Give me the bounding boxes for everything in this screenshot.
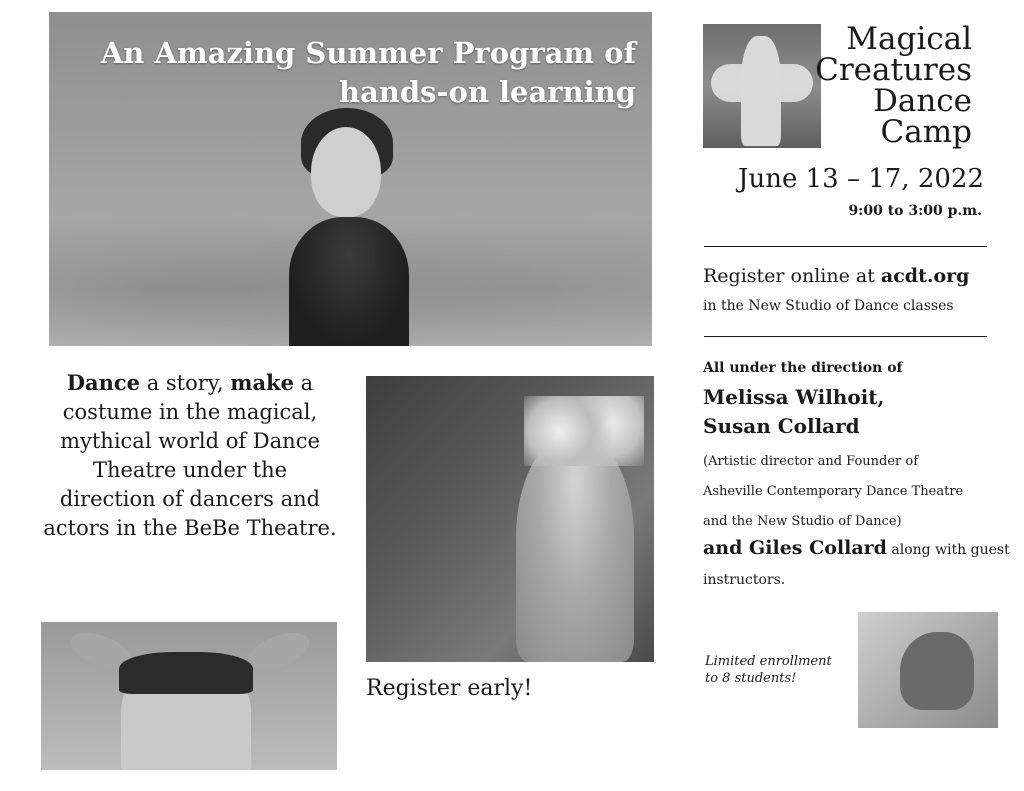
director-names bbox=[703, 383, 884, 441]
fawn-ear-right bbox=[244, 626, 314, 676]
giles-prefix: and bbox=[703, 537, 750, 559]
note-line: and the New Studio of Dance) bbox=[703, 514, 902, 529]
forest-costume-photo bbox=[366, 376, 654, 662]
note-line: (Artistic director and Founder of bbox=[703, 454, 919, 469]
hero-girl-face bbox=[311, 127, 381, 217]
hero-girl-dress bbox=[289, 217, 409, 346]
camp-title-line: Dance bbox=[872, 83, 972, 119]
fawn-costume-photo bbox=[41, 622, 337, 770]
dance-text-2: a costume in the magical, mythical world of Dance Theatre under the direction of dancers and actors in the BeBe Theatre. bbox=[43, 371, 337, 540]
camp-title-line: Magical bbox=[846, 21, 972, 57]
register-early: Register early! bbox=[366, 676, 533, 701]
giles-suffix: along with guest instructors. bbox=[703, 542, 1010, 588]
griffin-body bbox=[900, 632, 974, 710]
divider-rule bbox=[704, 246, 987, 247]
dance-word: Dance bbox=[66, 370, 141, 395]
giles-collard-line bbox=[703, 533, 1013, 595]
giles-name: Giles Collard bbox=[749, 537, 887, 559]
camp-title bbox=[760, 21, 972, 150]
note-line: Asheville Contemporary Dance Theatre bbox=[703, 484, 964, 499]
register-site-link[interactable]: acdt.org bbox=[880, 265, 970, 287]
tree-photo-girl bbox=[516, 436, 634, 662]
register-prefix: Register online at bbox=[703, 265, 881, 287]
griffin-creature-photo bbox=[858, 612, 998, 728]
director-name: Melissa Wilhoit, bbox=[703, 385, 885, 409]
hero-headline bbox=[49, 34, 652, 112]
tree-photo-flowers bbox=[524, 396, 644, 466]
register-subtext: in the New Studio of Dance classes bbox=[703, 298, 954, 314]
artistic-director-note bbox=[703, 447, 1003, 537]
hero-photo bbox=[49, 12, 652, 346]
register-online-line bbox=[703, 265, 969, 287]
director-name: Susan Collard bbox=[703, 414, 860, 438]
hero-headline-line2: hands-on learning bbox=[338, 75, 636, 109]
dance-text-1: a story, bbox=[140, 371, 231, 395]
limited-line: to 8 students! bbox=[705, 671, 797, 686]
limited-enrollment bbox=[705, 653, 855, 687]
camp-title-line: Creatures bbox=[815, 52, 972, 88]
limited-line: Limited enrollment bbox=[705, 654, 832, 669]
dance-description bbox=[42, 368, 338, 543]
direction-lead: All under the direction of bbox=[703, 360, 903, 376]
make-word: make bbox=[230, 370, 294, 395]
fawn-bangs bbox=[119, 652, 253, 694]
camp-title-line: Camp bbox=[880, 114, 972, 150]
camp-dates: June 13 – 17, 2022 bbox=[738, 164, 984, 194]
divider-rule bbox=[704, 336, 987, 337]
camp-time: 9:00 to 3:00 p.m. bbox=[848, 203, 982, 219]
hero-headline-line1: An Amazing Summer Program of bbox=[100, 36, 636, 70]
